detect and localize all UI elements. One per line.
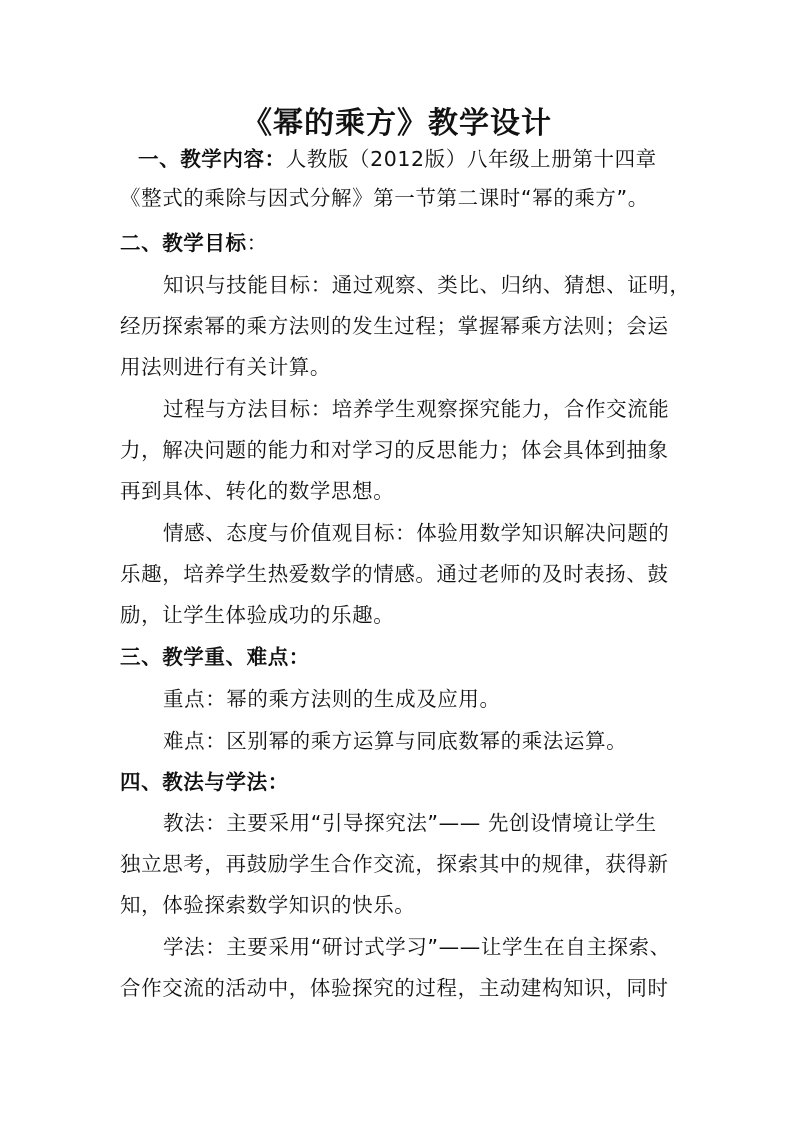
knowledge-line-1: 知识与技能目标：通过观察、类比、归纳、猜想、证明，: [163, 273, 691, 297]
section4-heading: 四、教法与学法：: [120, 770, 289, 794]
section2-heading: [120, 228, 680, 258]
emotion-line-2: 乐趣，培养学生热爱数学的情感。通过老师的及时表扬、鼓: [120, 562, 669, 586]
process-line-3: 再到具体、转化的数学思想。: [120, 479, 395, 503]
key-point: 重点：幂的乘方法则的生成及应用。: [163, 687, 501, 711]
teaching-line-1: 教法：主要采用“引导探究法”—— 先创设情境让学生: [163, 811, 657, 835]
process-line-2: 力，解决问题的能力和对学习的反思能力；体会具体到抽象: [120, 438, 669, 462]
teaching-line-2: 独立思考，再鼓励学生合作交流，探索其中的规律，获得新: [120, 852, 669, 876]
emotion-line-1: 情感、态度与价值观目标：体验用数学知识解决问题的: [163, 521, 670, 545]
section2-label: 二、教学目标: [120, 231, 247, 255]
knowledge-line-3: 用法则进行有关计算。: [120, 355, 331, 379]
learning-line-2: 合作交流的活动中，体验探究的过程，主动建构知识，同时: [120, 976, 669, 1000]
section1-text: 人教版（2012版）八年级上册第十四章: [285, 147, 657, 171]
knowledge-line-2: 经历探索幂的乘方法则的发生过程；掌握幂乘方法则；会运: [120, 314, 669, 338]
section3-heading: 三、教学重、难点：: [120, 645, 310, 669]
section1-line1: [138, 144, 698, 174]
teaching-line-3: 知，体验探索数学知识的快乐。: [120, 893, 416, 917]
process-line-1: 过程与方法目标：培养学生观察探究能力，合作交流能: [163, 397, 670, 421]
learning-line-1: 学法：主要采用“研讨式学习”——让学生在自主探索、: [163, 935, 671, 959]
document-title: 《幂的乘方》教学设计: [242, 106, 552, 141]
section1-line2: 《整式的乘除与因式分解》第一节第二课时“幂的乘方”。: [120, 186, 649, 210]
emotion-line-3: 励，让学生体验成功的乐趣。: [120, 603, 395, 627]
section2-colon: ：: [246, 231, 268, 255]
section1-label: 一、教学内容：: [138, 147, 286, 171]
difficult-point: 难点：区别幂的乘方运算与同底数幂的乘法运算。: [163, 729, 628, 753]
